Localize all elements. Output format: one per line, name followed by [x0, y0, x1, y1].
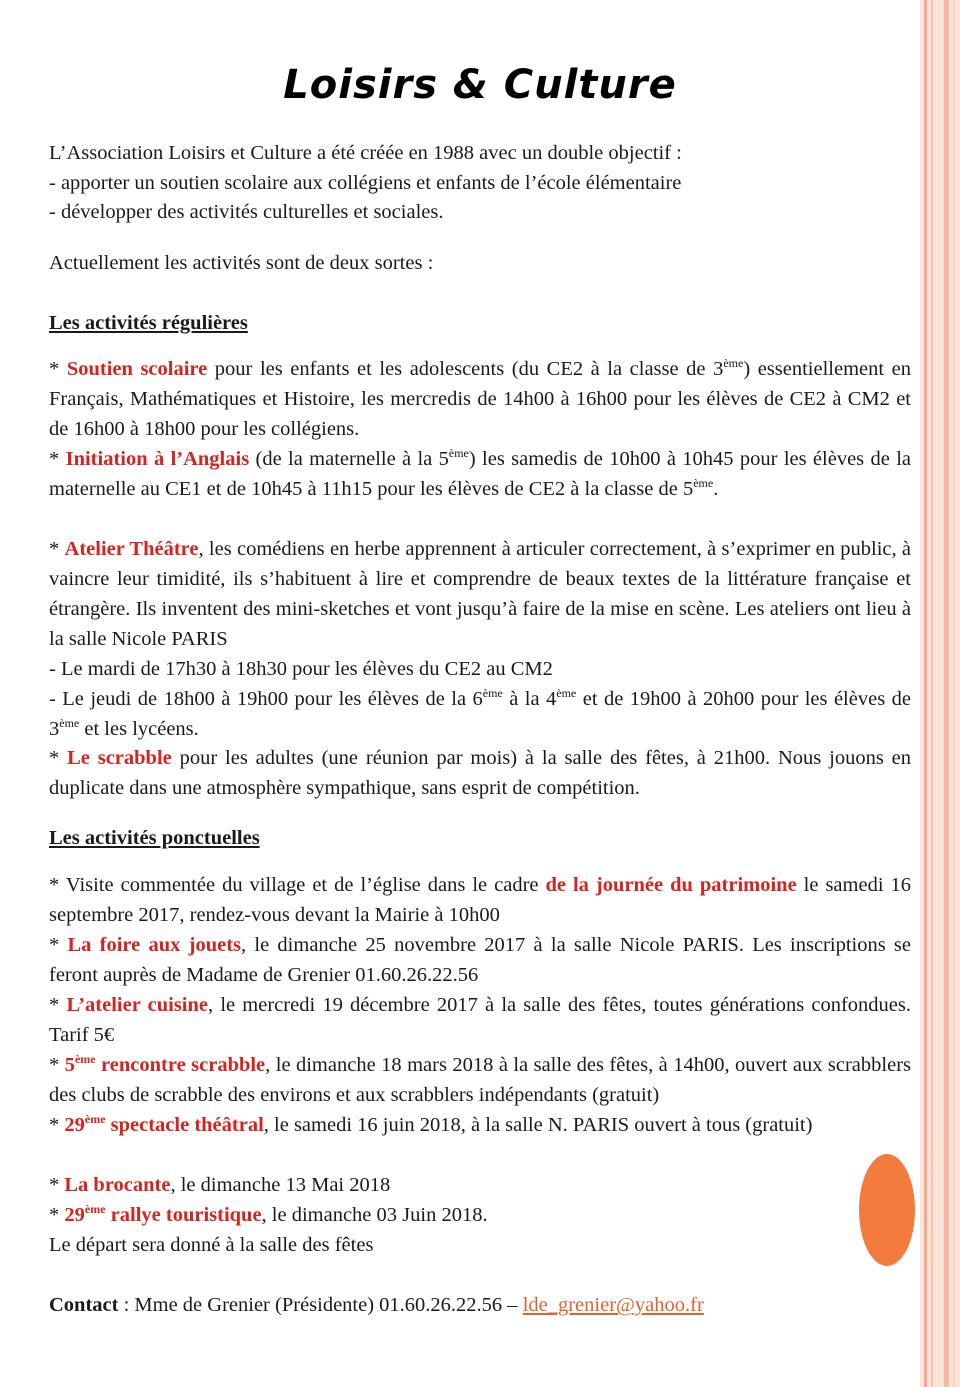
page-title: Loisirs & Culture: [283, 62, 677, 108]
activity-name: Soutien scolaire: [66, 358, 208, 380]
body-text: , le dimanche 25 novembre 2017 à la salle Nicole PARIS. Les inscriptions se feront auprès de Madame de Grenier 01.60.26.22.56: [49, 934, 912, 986]
bullet-text: *: [49, 934, 68, 956]
page-border-line: [931, 0, 933, 1387]
contact-line: [49, 1290, 911, 1320]
superscript: ème: [556, 686, 577, 701]
superscript: ème: [723, 356, 744, 371]
bullet-text: *: [49, 448, 66, 470]
superscript: ème: [59, 716, 80, 731]
body-text: le samedi 16 septembre 2017, rendez-vous devant la Mairie à 10h00: [49, 874, 912, 926]
body-text: (de la maternelle à la 5: [249, 448, 449, 470]
rallye-departure-line: Le départ sera donné à la salle des fêtes: [49, 1234, 374, 1256]
bullet-text: *: [49, 994, 67, 1016]
activity-name: Initiation à l’Anglais: [65, 448, 250, 470]
body-text: , les comédiens en herbe apprennent à articuler correctement, à s’exprimer en public, à vaincre leur timidité, ils s’habituent à lire et comprendre de beaux textes de la littérature française et étrangère. Ils inventent des mini-sketches et vont jusqu’à faire de la mise en scène. Les ateliers ont lieu à la salle Nicole PARIS: [49, 538, 911, 650]
paragraph-cuisine: [49, 990, 911, 1050]
superscript: ème: [84, 1202, 106, 1217]
body-text: pour les adultes (une réunion par mois) à la salle des fêtes, à 21h00. Nous jouons en duplicate dans une atmosphère sympathique, sans esprit de compétition.: [49, 747, 911, 799]
superscript: ème: [693, 476, 714, 491]
superscript: ème: [482, 686, 503, 701]
superscript: ème: [448, 446, 469, 461]
activity-name: Atelier Théâtre: [64, 538, 199, 560]
activity-number: 29: [64, 1114, 85, 1136]
bullet-text: *: [49, 1174, 65, 1196]
bullet-text: *: [49, 747, 68, 769]
paragraph-theatre: [49, 534, 911, 654]
intro-line: L’Association Loisirs et Culture a été créée en 1988 avec un double objectif :: [49, 142, 682, 164]
intro-line: - apporter un soutien scolaire aux collégiens et enfants de l’école élémentaire: [49, 172, 682, 194]
page-border-line: [944, 0, 949, 1387]
paragraph-soutien: [49, 354, 911, 444]
body-text: ) les samedis de 10h00 à 10h45 pour les élèves de la maternelle au CE1 et de 10h45 à 11h15 pour les élèves de CE2 à la classe de 5: [49, 448, 911, 500]
activity-number: 29: [64, 1204, 85, 1226]
body-text: , le samedi 16 juin 2018, à la salle N. PARIS ouvert à tous (gratuit): [263, 1114, 813, 1136]
paragraph-scrabble: [49, 743, 911, 803]
body-text: , le dimanche 03 Juin 2018.: [261, 1204, 488, 1226]
contact-label: Contact: [49, 1294, 119, 1316]
body-text: ) essentiellement en Français, Mathématiques et Histoire, les mercredis de 14h00 à 16h00 pour les élèves de CE2 à CM2 et de 16h00 à 18h00 pour les collégiens.: [49, 358, 911, 440]
page-border-line: [953, 0, 955, 1387]
paragraph-rencontre: [49, 1050, 911, 1110]
activity-name: rencontre scrabble: [95, 1054, 266, 1076]
body-text: et de 19h00 à 20h00 pour les élèves de 3: [49, 688, 911, 740]
paragraph-brocante: [49, 1170, 911, 1200]
superscript: ème: [74, 1052, 96, 1067]
body-text: , le dimanche 13 Mai 2018: [170, 1174, 391, 1196]
activity-number: 5: [64, 1054, 75, 1076]
theatre-schedule-jeudi: [49, 684, 911, 744]
section-heading-punctual: Les activités ponctuelles: [49, 827, 260, 849]
bullet-text: *: [49, 538, 65, 560]
body-text: et les lycéens.: [79, 718, 199, 740]
body-text: - Le jeudi de 18h00 à 19h00 pour les élèves de la 6: [49, 688, 483, 710]
paragraph-foire: [49, 930, 911, 990]
body-text: , le dimanche 18 mars 2018 à la salle des fêtes, à 14h00, ouvert aux scrabblers des clubs de scrabble des environs et aux scrabblers indépendants (gratuit): [49, 1054, 912, 1106]
activity-name: La brocante: [64, 1174, 171, 1196]
paragraph-visite: [49, 870, 911, 930]
activity-name: Le scrabble: [67, 747, 172, 769]
contact-email-link[interactable]: lde_grenier@yahoo.fr: [522, 1294, 704, 1316]
body-text: pour les enfants et les adolescents (du CE2 à la classe de 3: [207, 358, 724, 380]
body-text: * Visite commentée du village et de l’église dans le cadre: [49, 874, 546, 896]
activity-name: L’atelier cuisine: [66, 994, 209, 1016]
activity-name: La foire aux jouets: [67, 934, 242, 956]
bullet-text: *: [49, 1114, 65, 1136]
activity-name: spectacle théâtral: [105, 1114, 264, 1136]
paragraph-spectacle: [49, 1110, 911, 1140]
paragraph-anglais: [49, 444, 911, 504]
section-heading-regular: Les activités régulières: [49, 312, 248, 334]
bullet-text: *: [49, 1054, 65, 1076]
superscript: ème: [84, 1112, 106, 1127]
body-text: , le mercredi 19 décembre 2017 à la salle des fêtes, toutes générations confondues. Tarif 5€: [49, 994, 912, 1046]
bullet-text: *: [49, 1204, 65, 1226]
theatre-schedule-mardi: - Le mardi de 17h30 à 18h30 pour les élèves du CE2 au CM2: [49, 658, 553, 680]
page-border-line: [924, 0, 927, 1387]
body-text: .: [713, 478, 719, 500]
intro-line: Actuellement les activités sont de deux sortes :: [49, 252, 434, 274]
bullet-text: *: [49, 358, 67, 380]
activity-name: de la journée du patrimoine: [545, 874, 797, 896]
paragraph-rallye: [49, 1200, 911, 1230]
activity-name: rallye touristique: [105, 1204, 262, 1226]
body-text: à la 4: [502, 688, 557, 710]
intro-line: - développer des activités culturelles et sociales.: [49, 201, 444, 223]
contact-text: : Mme de Grenier (Présidente) 01.60.26.22.56 –: [118, 1294, 523, 1316]
